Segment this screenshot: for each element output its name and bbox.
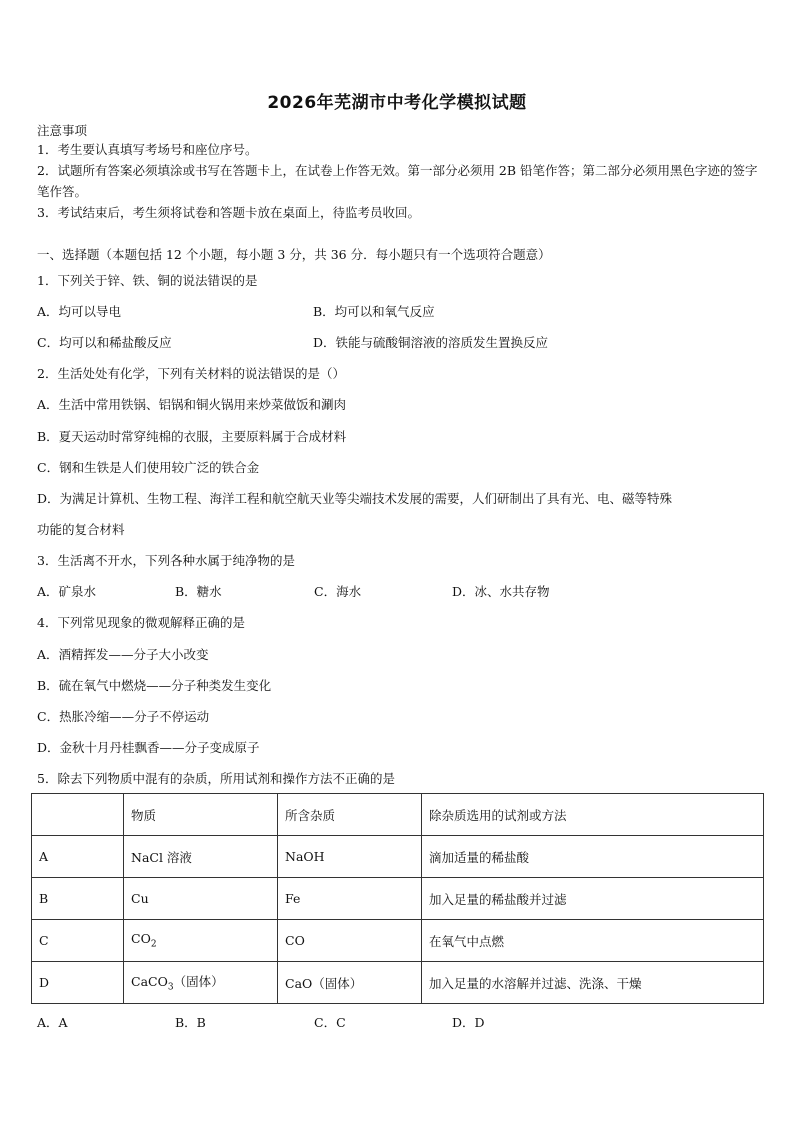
table-header-cell: 所含杂质 bbox=[278, 794, 422, 836]
table-header-cell: 除杂质选用的试剂或方法 bbox=[422, 794, 764, 836]
table-header-cell: 物质 bbox=[124, 794, 278, 836]
q3-option-b: B．糖水 bbox=[175, 584, 222, 599]
method-cell: 滴加适量的稀盐酸 bbox=[422, 836, 764, 878]
q4-option-c: C．热胀冷缩——分子不停运动 bbox=[37, 709, 210, 724]
notice-heading: 注意事项 bbox=[37, 123, 88, 138]
impurity-cell: CaO（固体） bbox=[278, 962, 422, 1004]
impurity-cell: NaOH bbox=[278, 836, 422, 878]
table-row bbox=[32, 878, 764, 920]
formula-tail: （固体） bbox=[173, 974, 224, 990]
formula-subscript: 2 bbox=[150, 939, 157, 950]
formula-subscript: 3 bbox=[167, 982, 174, 993]
q2-option-d-line1: D．为满足计算机、生物工程、海洋工程和航空航天业等尖端技术发展的需要，人们研制出了具有光、电、磁等特殊 bbox=[37, 491, 673, 506]
q1-stem: 1．下列关于锌、铁、铜的说法错误的是 bbox=[37, 273, 258, 288]
table-row bbox=[32, 836, 764, 878]
q1-option-d: D．铁能与硫酸铜溶液的溶质发生置换反应 bbox=[313, 335, 549, 350]
row-label: D bbox=[32, 962, 124, 1004]
q2-option-a: A．生活中常用铁锅、铝锅和铜火锅用来炒菜做饭和涮肉 bbox=[37, 397, 347, 412]
row-label: A bbox=[32, 836, 124, 878]
method-cell: 加入足量的稀盐酸并过滤 bbox=[422, 878, 764, 920]
substance-cell bbox=[124, 962, 278, 1004]
q2-option-b: B．夏天运动时常穿纯棉的衣服，主要原料属于合成材料 bbox=[37, 429, 347, 444]
q5-option-d: D．D bbox=[452, 1015, 485, 1030]
q5-option-a: A．A bbox=[37, 1015, 68, 1030]
table-header-cell bbox=[32, 794, 124, 836]
formula-main: CO bbox=[131, 931, 151, 947]
q4-option-d: D．金秋十月丹桂飘香——分子变成原子 bbox=[37, 740, 260, 755]
q3-option-c: C．海水 bbox=[314, 584, 362, 599]
substance-cell bbox=[124, 920, 278, 962]
formula-main: CaCO bbox=[131, 974, 168, 990]
table-row bbox=[32, 962, 764, 1004]
q1-option-a: A．均可以导电 bbox=[37, 304, 122, 319]
q4-stem: 4．下列常见现象的微观解释正确的是 bbox=[37, 615, 245, 630]
substance-cell: NaCl 溶液 bbox=[124, 836, 278, 878]
notice-item-1: 1．考生要认真填写考场号和座位序号。 bbox=[37, 142, 258, 157]
impurity-cell: CO bbox=[278, 920, 422, 962]
q5-stem: 5．除去下列物质中混有的杂质，所用试剂和操作方法不正确的是 bbox=[37, 771, 395, 786]
q2-stem: 2．生活处处有化学，下列有关材料的说法错误的是（） bbox=[37, 366, 345, 381]
table-row bbox=[32, 920, 764, 962]
section-heading: 一、选择题（本题包括 12 个小题，每小题 3 分，共 36 分．每小题只有一个选项符合题意） bbox=[37, 247, 551, 262]
notice-item-2: 2．试题所有答案必须填涂或书写在答题卡上，在试卷上作答无效。第一部分必须用 2B 铅笔作答；第二部分必须用黑色字迹的签字笔作答。 bbox=[37, 163, 758, 199]
exam-title: 2026年芜湖市中考化学模拟试题 bbox=[267, 93, 527, 113]
notice-item-3: 3．考试结束后，考生须将试卷和答题卡放在桌面上，待监考员收回。 bbox=[37, 205, 420, 220]
q5-option-c: C．C bbox=[314, 1015, 346, 1030]
q4-option-a: A．酒精挥发——分子大小改变 bbox=[37, 647, 209, 662]
q5-table bbox=[31, 793, 764, 1004]
substance-cell: Cu bbox=[124, 878, 278, 920]
method-cell: 加入足量的水溶解并过滤、洗涤、干燥 bbox=[422, 962, 764, 1004]
q4-option-b: B．硫在氧气中燃烧——分子种类发生变化 bbox=[37, 678, 272, 693]
q1-option-c: C．均可以和稀盐酸反应 bbox=[37, 335, 172, 350]
q3-stem: 3．生活离不开水，下列各种水属于纯净物的是 bbox=[37, 553, 295, 568]
impurity-cell: Fe bbox=[278, 878, 422, 920]
row-label: B bbox=[32, 878, 124, 920]
row-label: C bbox=[32, 920, 124, 962]
q3-option-d: D．冰、水共存物 bbox=[452, 584, 550, 599]
table-header-row bbox=[32, 794, 764, 836]
q2-option-d-line2: 功能的复合材料 bbox=[37, 522, 125, 537]
method-cell: 在氧气中点燃 bbox=[422, 920, 764, 962]
q1-option-b: B．均可以和氧气反应 bbox=[313, 304, 435, 319]
q3-option-a: A．矿泉水 bbox=[37, 584, 97, 599]
q2-option-c: C．钢和生铁是人们使用较广泛的铁合金 bbox=[37, 460, 260, 475]
q5-option-b: B．B bbox=[175, 1015, 206, 1030]
